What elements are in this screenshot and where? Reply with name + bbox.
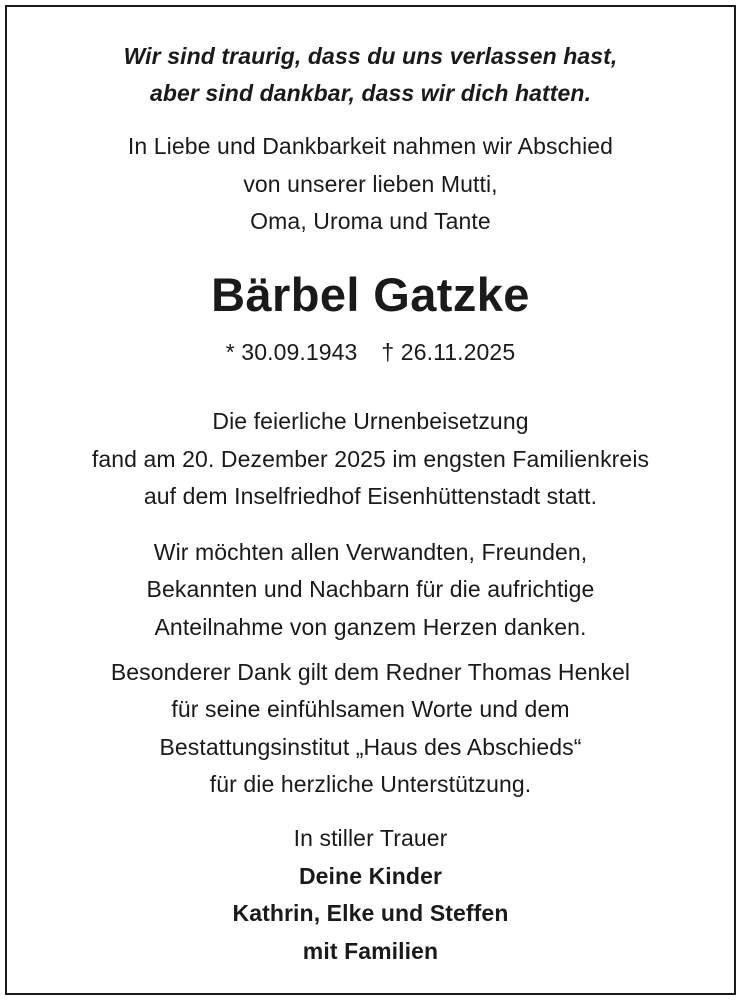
intro-line-3: Oma, Uroma und Tante [250, 208, 491, 234]
life-dates [0, 337, 741, 367]
signatory-line-2: Kathrin, Elke und Steffen [232, 900, 509, 926]
thanks-line-1: Wir möchten allen Verwandten, Freunden, [153, 539, 588, 565]
funeral-line-3: auf dem Inselfriedhof Eisenhüttenstadt statt. [143, 483, 598, 509]
motto-line-1: Wir sind traurig, dass du uns verlassen hast, [123, 43, 618, 69]
thanks-line-3: Anteilnahme von ganzem Herzen danken. [154, 614, 587, 640]
closing-intro: In stiller Trauer [293, 825, 448, 851]
signatory-line-1: Deine Kinder [298, 863, 443, 889]
motto-line-2: aber sind dankbar, dass wir dich hatten. [149, 80, 592, 106]
special-thanks-line-2: für seine einfühlsamen Worte und dem [171, 696, 570, 722]
special-thanks-line-1: Besonderer Dank gilt dem Redner Thomas Henkel [110, 659, 631, 685]
death-date: † 26.11.2025 [381, 339, 516, 365]
funeral-line-1: Die feierliche Urnenbeisetzung [212, 408, 529, 434]
deceased-name: Bärbel Gatzke [211, 268, 530, 321]
thanks-line-2: Bekannten und Nachbarn für die aufrichtige [146, 576, 595, 602]
birth-date: * 30.09.1943 [225, 339, 358, 365]
intro-line-2: von unserer lieben Mutti, [243, 171, 498, 197]
special-thanks-line-4: für die herzliche Unterstützung. [209, 771, 532, 797]
funeral-line-2: fand am 20. Dezember 2025 im engsten Familienkreis [91, 446, 650, 472]
special-thanks-line-3: Bestattungsinstitut „Haus des Abschieds“ [159, 734, 582, 760]
signatory-line-3: mit Familien [302, 938, 439, 964]
intro-line-1: In Liebe und Dankbarkeit nahmen wir Abschied [127, 133, 614, 159]
